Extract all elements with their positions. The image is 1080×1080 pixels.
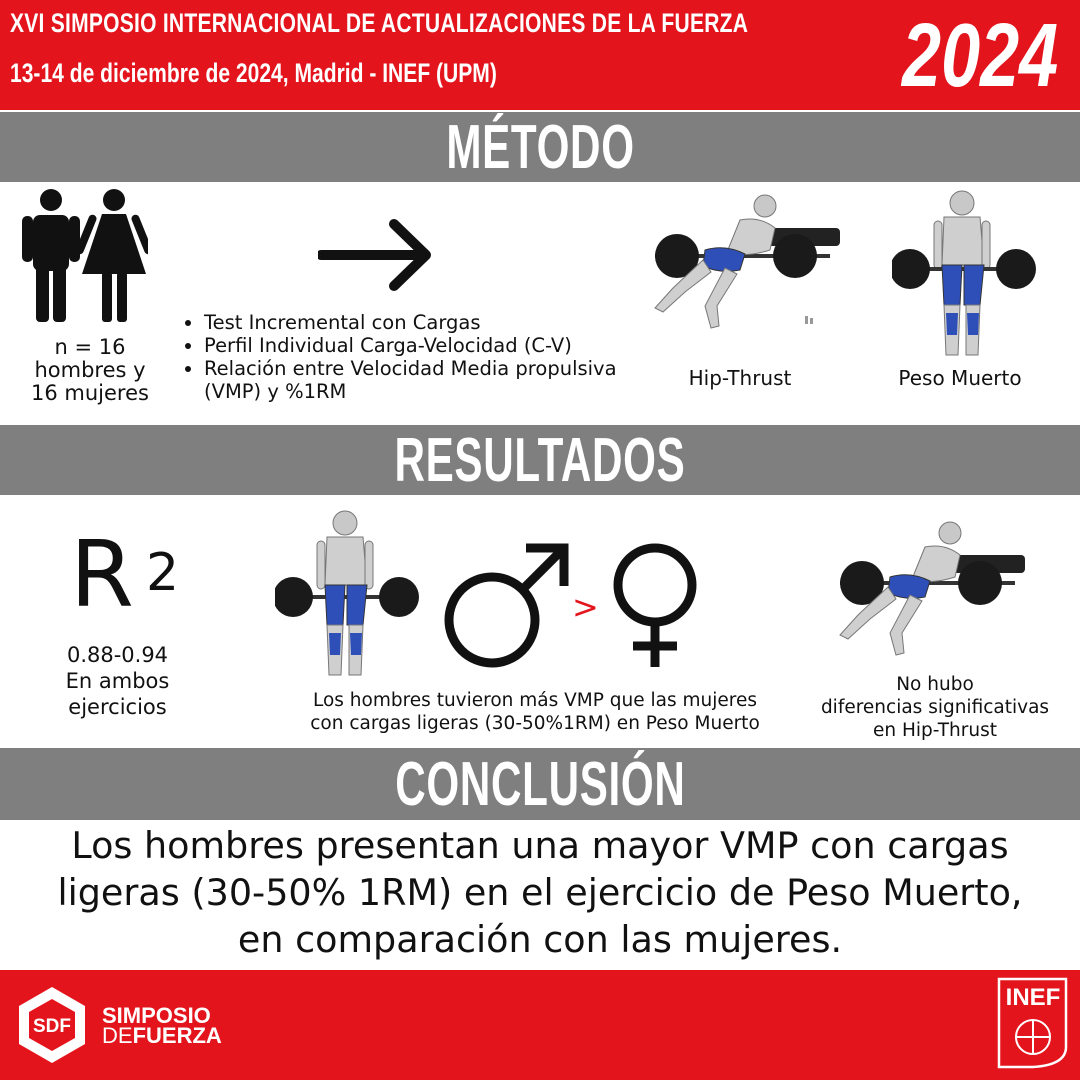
r-superscript: 2: [145, 543, 180, 603]
r-squared-range: 0.88-0.94: [66, 643, 169, 667]
method-heading: MÉTODO: [445, 112, 635, 182]
man-woman-icon: [18, 188, 148, 323]
sample-line-3: 16 mujeres: [31, 381, 149, 405]
r-squared-symbol: [70, 521, 180, 628]
event-date: 13-14 de diciembre de 2024, Madrid - INEF (UPM): [10, 58, 497, 88]
r-squared-line-3: ejercicios: [68, 695, 167, 719]
method-item: • Test Incremental con Cargas: [204, 311, 674, 334]
conclusion-line-3: en comparación con las mujeres.: [237, 918, 843, 961]
sample-line-1: n = 16: [54, 335, 126, 359]
hip-thrust-result-text: [800, 673, 1070, 742]
deadlift-illustration: [892, 185, 1042, 365]
sample-line-2: hombres y: [34, 358, 146, 382]
sdf-logo-line-2: [102, 1023, 222, 1048]
men-result-line-2: con cargas ligeras (30-50%1RM) en Peso Muerto: [310, 713, 760, 734]
sdf-logo-de: DE: [102, 1023, 133, 1048]
woman-icon: [75, 189, 148, 322]
men-result-text: [270, 689, 800, 735]
deadlift-label: Peso Muerto: [898, 366, 1022, 390]
method-section-bar: [0, 112, 1080, 182]
event-title: XVI SIMPOSIO INTERNACIONAL DE ACTUALIZACIONES DE LA FUERZA: [10, 8, 749, 38]
deadlift-illustration-results: [275, 505, 425, 685]
conclusion-heading: CONCLUSIÓN: [394, 749, 686, 819]
event-year: 2024: [901, 6, 1058, 106]
conclusion-text: [20, 822, 1060, 963]
conclusion-line-2: ligeras (30-50% 1RM) en el ejercicio de Peso Muerto,: [57, 871, 1023, 914]
men-result-line-1: Los hombres tuvieron más VMP que las mujeres: [312, 690, 758, 711]
hip-thrust-label: Hip-Thrust: [688, 366, 792, 390]
strength-level-watermark: [805, 316, 813, 324]
greater-than-symbol: >: [572, 588, 599, 626]
r-squared-line-2: En ambos: [65, 669, 170, 693]
hip-result-line-2: diferencias significativas: [820, 697, 1050, 718]
inef-logo-text: INEF: [1005, 984, 1061, 1011]
sdf-logo-icon: [12, 985, 92, 1065]
hip-thrust-illustration-results: [830, 515, 1030, 665]
hip-result-line-1: No hubo: [896, 674, 974, 695]
method-item: • Perfil Individual Carga-Velocidad (C-V): [204, 334, 674, 357]
method-item: • Relación entre Velocidad Media propulsiva (VMP) y %1RM: [204, 357, 674, 403]
hip-result-line-3: en Hip-Thrust: [872, 720, 997, 741]
man-icon: [22, 189, 80, 322]
sdf-logo-abbr: SDF: [33, 1016, 71, 1037]
conclusion-section-bar: [0, 748, 1080, 820]
inef-logo-icon: [995, 975, 1070, 1070]
arrow-right-icon: [318, 218, 436, 292]
sample-size-text: [10, 336, 170, 405]
r-letter: R: [70, 521, 134, 628]
female-symbol-icon: [608, 540, 703, 670]
results-heading: RESULTADOS: [394, 425, 686, 495]
method-list: [176, 311, 674, 403]
male-symbol-icon: [440, 540, 570, 670]
sdf-logo-text: [102, 1003, 222, 1048]
hip-thrust-illustration: [645, 188, 845, 338]
sdf-logo-line-1: SIMPOSIO: [102, 1003, 211, 1028]
results-section-bar: [0, 425, 1080, 495]
r-squared-text: [30, 642, 205, 720]
sdf-logo-fuerza: FUERZA: [132, 1023, 222, 1048]
conclusion-line-1: Los hombres presentan una mayor VMP con cargas: [71, 824, 1009, 867]
